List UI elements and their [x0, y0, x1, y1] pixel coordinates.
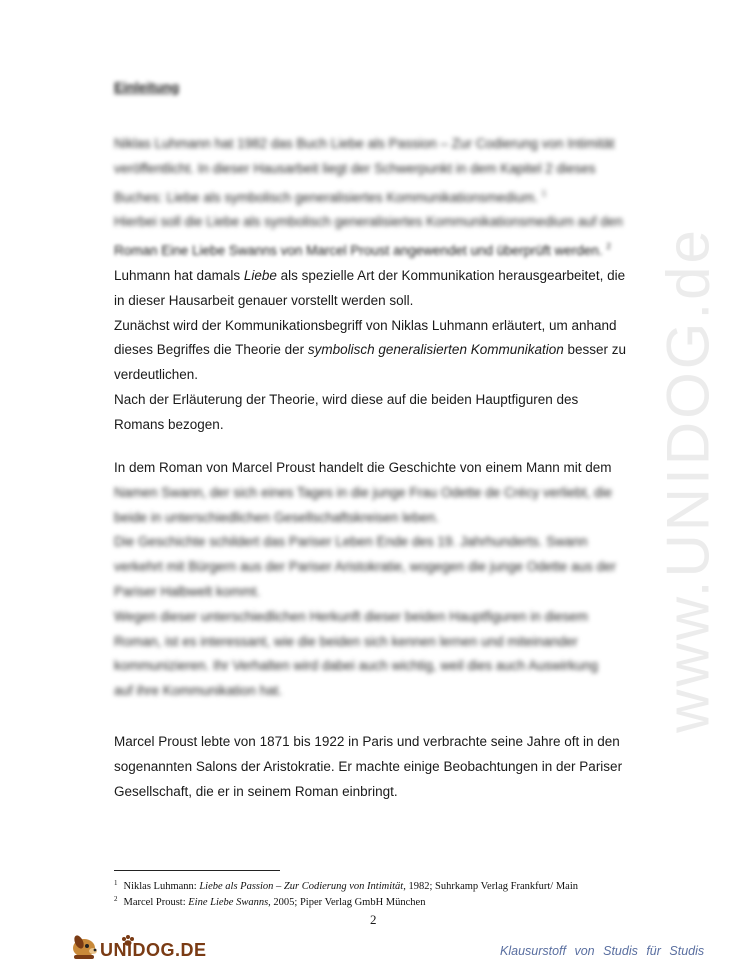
blurred-line: verkehrt mit Bürgern aus der Pariser Aristokratie, wogegen die junge Odette aus der	[114, 559, 617, 575]
blurred-line: Wegen dieser unterschiedlichen Herkunft dieser beiden Hauptfiguren in diesem	[114, 608, 589, 624]
footnotes	[114, 877, 578, 909]
section-heading: Einleitung	[114, 80, 180, 95]
page-number: 2	[370, 912, 377, 927]
text-line: Romans bezogen.	[114, 416, 224, 432]
text-line: Gesellschaft, die er in seinem Roman einbringt.	[114, 783, 398, 799]
logo-text: UNIDOG.DE	[100, 940, 207, 960]
footnote-ref: 1	[541, 188, 547, 198]
blurred-line: Die Geschichte schildert das Pariser Leben Ende des 19. Jahrhunderts. Swann	[114, 534, 588, 550]
text-line: dieses Begriffes die Theorie der symbolisch generalisierten Kommunikation besser zu	[114, 342, 627, 358]
paragraph-author	[114, 730, 644, 804]
blurred-line: kommunizieren. Ihr Verhalten wird dabei auch wichtig, weil dies auch Auswirkung	[114, 658, 598, 674]
slogan: Klausurstoff von Studis für Studis	[500, 944, 705, 958]
watermark: www.UNIDOG.de	[654, 227, 722, 733]
footnote-ref: 2	[606, 242, 611, 252]
text-line: Zunächst wird der Kommunikationsbegriff von Niklas Luhmann erläutert, um anhand	[114, 317, 617, 333]
blurred-line: Roman Eine Liebe Swanns von Marcel Proust angewendet und überprüft werden. $^2$	[114, 242, 611, 259]
text-line: sogenannten Salons der Aristokratie. Er machte einige Beobachtungen in der Pariser	[114, 758, 623, 774]
blurred-line: Namen Swann, der sich eines Tages in die junge Frau Odette de Crécy verliebt, die	[114, 484, 613, 500]
blurred-line: veröffentlicht. In dieser Hausarbeit liegt der Schwerpunkt in dem Kapitel 2 dieses	[114, 160, 596, 176]
text-line: Nach der Erläuterung der Theorie, wird diese auf die beiden Hauptfiguren des	[114, 391, 579, 407]
blurred-line: Buches: Liebe als symbolisch generalisiertes Kommunikationsmedium. $^1$	[114, 188, 547, 205]
text-line: Luhmann hat damals Liebe als spezielle Art der Kommunikation herausgearbeitet, die	[114, 267, 626, 283]
footnote-separator	[114, 870, 280, 871]
text-line: Marcel Proust lebte von 1871 bis 1922 in Paris und verbrachte seine Jahre oft in den	[114, 734, 620, 749]
footnote: $^2$ Marcel Proust: Eine Liebe Swanns, 2005; Piper Verlag GmbH München	[114, 895, 426, 908]
blurred-line: Hierbei soll die Liebe als symbolisch generalisiertes Kommunikationsmedium auf den	[114, 214, 623, 230]
blurred-line: beide in unterschiedlichen Gesellschaftskreisen leben.	[114, 509, 439, 525]
text-line: In dem Roman von Marcel Proust handelt die Geschichte von einem Mann mit dem	[114, 460, 612, 475]
footnote: $^1$ Niklas Luhmann: Liebe als Passion – Zur Codierung von Intimität, 1982; Suhrkamp Verlag Frankfurt/ Main	[114, 879, 579, 892]
blurred-line: Roman, ist es interessant, wie die beiden sich kennen lernen und miteinander	[114, 633, 578, 649]
text-line: verdeutlichen.	[114, 367, 199, 383]
blurred-line: auf ihre Kommunikation hat.	[114, 683, 283, 699]
paragraph-story	[114, 456, 644, 704]
blurred-line: Pariser Halbwelt kommt.	[114, 583, 261, 599]
blurred-line: Niklas Luhmann hat 1982 das Buch Liebe als Passion – Zur Codierung von Intimität	[114, 136, 615, 151]
paragraph-intro	[114, 132, 644, 438]
text-line: in dieser Hausarbeit genauer vorstellt werden soll.	[114, 292, 414, 308]
